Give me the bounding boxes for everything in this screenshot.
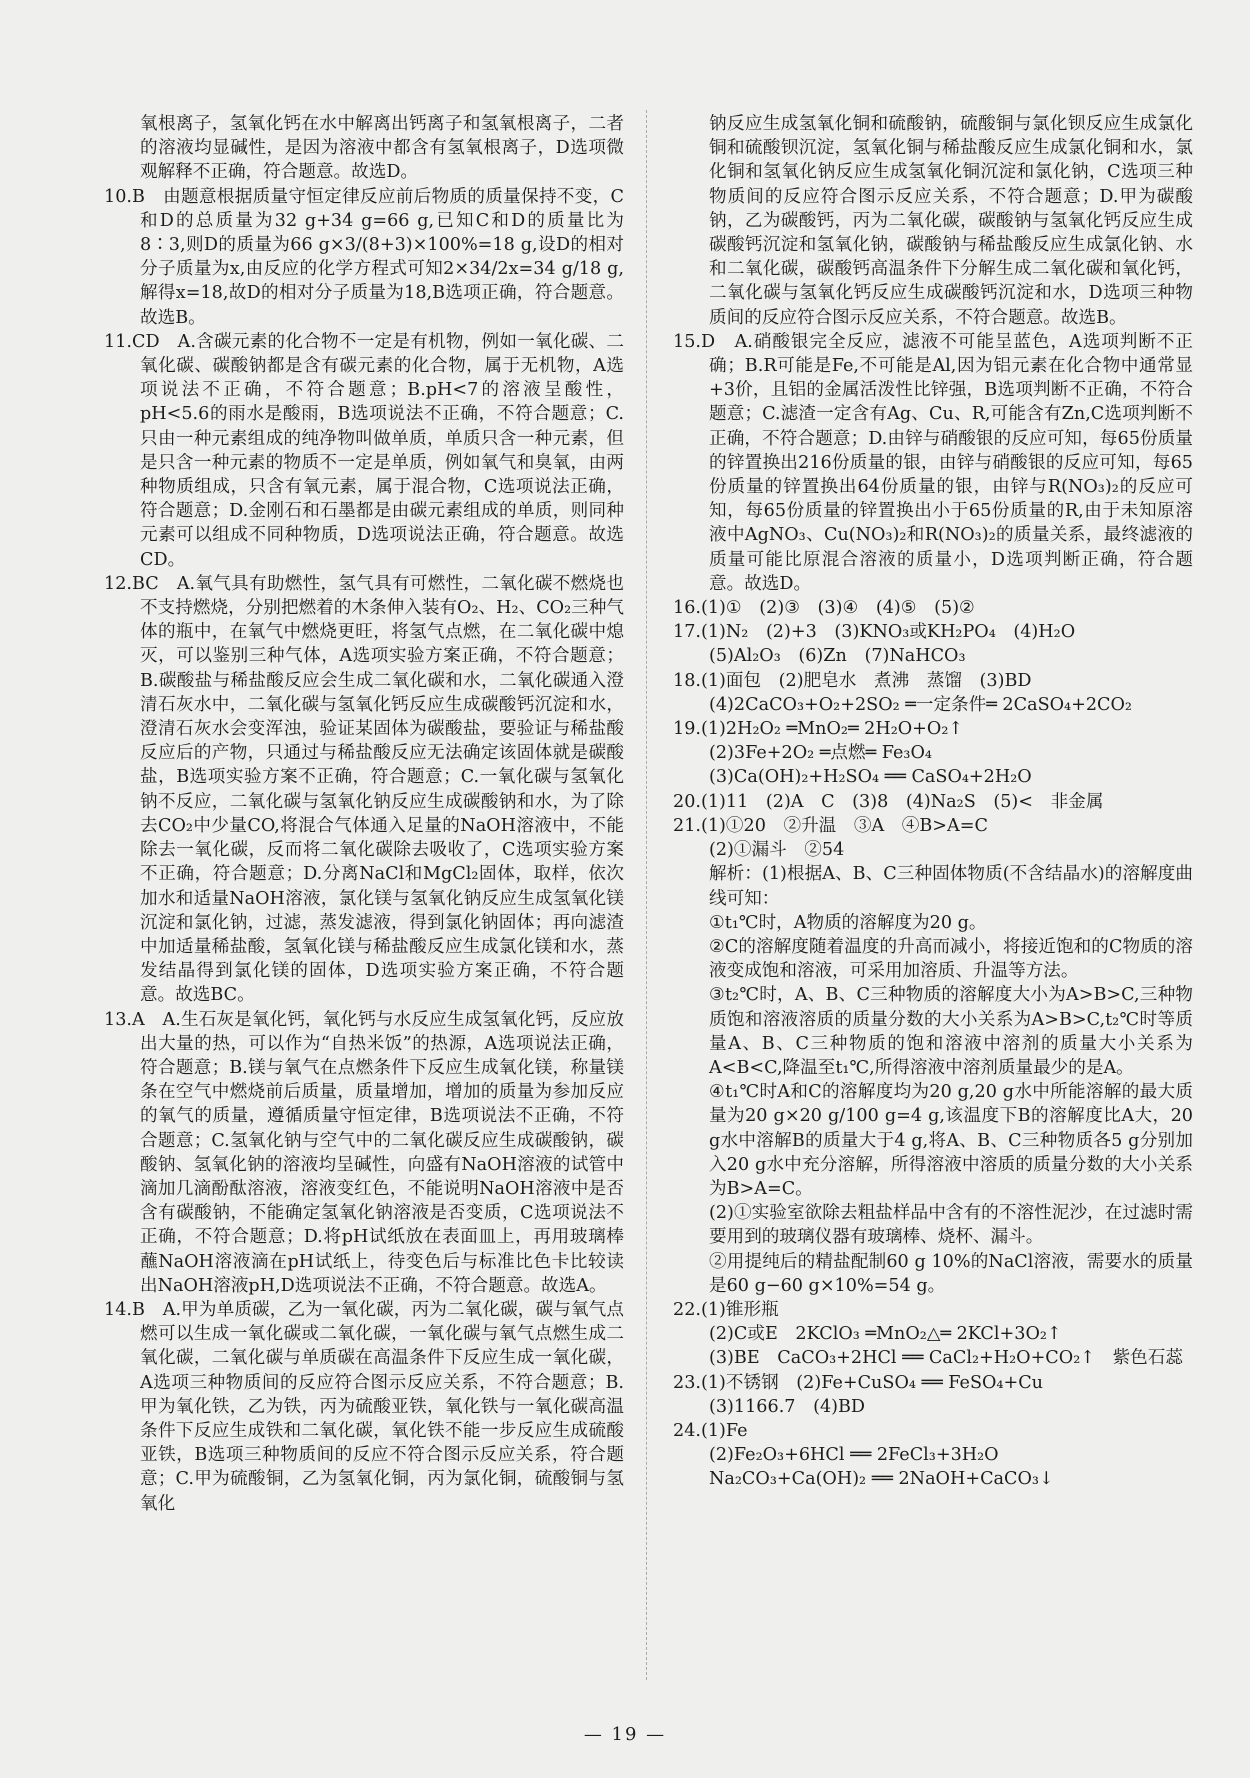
right-paragraph: (4)2CaCO₃+O₂+2SO₂ ═一定条件═ 2CaSO₄+2CO₂ [709, 694, 1132, 715]
right-paragraph: 18.(1)面包 (2)肥皂水 煮沸 蒸馏 (3)BD [673, 670, 1032, 691]
page-number: — 19 — [583, 1724, 667, 1745]
right-paragraph: 解析：(1)根据A、B、C三种固体物质(不含结晶水)的溶解度曲线可知： [709, 864, 1193, 909]
right-paragraph: ④t₁℃时A和C的溶解度均为20 g,20 g水中所能溶解的最大质量为20 g×20 g/100 g=4 g,该温度下B的溶解度比A大，20 g水中溶解B的质量大于4 g,将A、B、C三种物质各5 g分别加入20 g水中充分溶解，所得溶液中溶质的质量分数的大小关系为B>A=C。 [709, 1082, 1193, 1199]
right-paragraph: (2)①漏斗 ②54 [709, 840, 845, 861]
right-paragraph: 23.(1)不锈钢 (2)Fe+CuSO₄ ══ FeSO₄+Cu [673, 1372, 1044, 1393]
right-paragraph: 21.(1)①20 ②升温 ③A ④B>A=C [673, 815, 988, 836]
right-paragraph: (3)BE CaCO₃+2HCl ══ CaCl₂+H₂O+CO₂↑ 紫色石蕊 [709, 1348, 1183, 1369]
left-column [104, 112, 624, 1516]
right-paragraph: 22.(1)锥形瓶 [673, 1299, 779, 1320]
right-column [673, 112, 1193, 1492]
right-paragraph: ②C的溶解度随着温度的升高而减小，将接近饱和的C物质的溶液变成饱和溶液，可采用加溶质、升温等方法。 [709, 936, 1193, 982]
left-paragraph: 10.B 由题意根据质量守恒定律反应前后物质的质量保持不变，C和D的总质量为32 g+34 g=66 g,已知C和D的质量比为8∶3,则D的质量为66 g×3/(8+3)×100%=18 g,设D的相对分子质量为x,由反应的化学方程式可知2×34/2x=34 g/18 g,解得x=18,故D的相对分子质量为18,B选项正确，符合题意。故选B。 [104, 186, 624, 328]
right-paragraph: ①t₁℃时，A物质的溶解度为20 g。 [709, 912, 987, 933]
right-paragraph: ③t₂℃时，A、B、C三种物质的溶解度大小为A>B>C,三种物质饱和溶液溶质的质量分数的大小关系为A>B>C,t₂℃时等质量A、B、C三种物质的饱和溶液中溶剂的质量大小关系为A<B<C,降温至t₁℃,所得溶液中溶剂质量最少的是A。 [709, 985, 1193, 1078]
right-paragraph: (2)3Fe+2O₂ ═点燃═ Fe₃O₄ [709, 743, 932, 764]
right-paragraph: ②用提纯后的精盐配制60 g 10%的NaCl溶液，需要水的质量是60 g−60 g×10%=54 g。 [709, 1251, 1193, 1296]
right-paragraph: 17.(1)N₂ (2)+3 (3)KNO₃或KH₂PO₄ (4)H₂O [673, 622, 1076, 643]
right-paragraph: 24.(1)Fe [673, 1420, 748, 1441]
left-paragraph: 11.CD A.含碳元素的化合物不一定是有机物，例如一氧化碳、二氧化碳、碳酸钠都是含有碳元素的化合物，属于无机物，A选项说法不正确，不符合题意；B.pH<7的溶液呈酸性，pH<5.6的雨水是酸雨，B选项说法不正确，不符合题意；C.只由一种元素组成的纯净物叫做单质，单质只含一种元素，但是只含一种元素的物质不一定是单质，例如氧气和臭氧，由两种物质组成，只含有氧元素，属于混合物，C选项说法正确，符合题意；D.金刚石和石墨都是由碳元素组成的单质，则同种元素可以组成不同种物质，D选项说法正确，符合题意。故选CD。 [104, 331, 624, 570]
left-paragraph: 14.B A.甲为单质碳，乙为一氧化碳，丙为二氧化碳，碳与氧气点燃可以生成一氧化碳或二氧化碳，一氧化碳与氧气点燃生成二氧化碳，二氧化碳与单质碳在高温条件下反应生成一氧化碳，A选项三种物质间的反应符合图示反应关系，不符合题意；B.甲为氧化铁，乙为铁，丙为硫酸亚铁，氧化铁与一氧化碳高温条件下反应生成铁和二氧化碳，氧化铁不能一步反应生成硫酸亚铁，B选项三种物质间的反应不符合图示反应关系，符合题意；C.甲为硫酸铜，乙为氢氧化铜，丙为氯化铜，硫酸铜与氢氧化 [104, 1299, 624, 1514]
right-paragraph: 20.(1)11 (2)A C (3)8 (4)Na₂S (5)< 非金属 [673, 791, 1104, 812]
right-paragraph: 钠反应生成氢氧化铜和硫酸钠，硫酸铜与氯化钡反应生成氯化铜和硫酸钡沉淀，氢氧化铜与稀盐酸反应生成氯化铜和水，氯化铜和氢氧化钠反应生成氢氧化铜沉淀和氯化钠，C选项三种物质间的反应符合图示反应关系，不符合题意；D.甲为碳酸钠，乙为碳酸钙，丙为二氧化碳，碳酸钠与氢氧化钙反应生成碳酸钙沉淀和氢氧化钠，碳酸钠与稀盐酸反应生成氯化钠、水和二氧化碳，碳酸钙高温条件下分解生成二氧化碳和氧化钙，二氧化碳与氢氧化钙反应生成碳酸钙沉淀和水，D选项三种物质间的反应符合图示反应关系，不符合题意。故选B。 [709, 114, 1193, 328]
right-paragraph: 19.(1)2H₂O₂ ═MnO₂═ 2H₂O+O₂↑ [673, 719, 964, 740]
left-paragraph: 13.A A.生石灰是氧化钙，氧化钙与水反应生成氢氧化钙，反应放出大量的热，可以作为“自热米饭”的热源，A选项说法正确，符合题意；B.镁与氧气在点燃条件下反应生成氧化镁，称量镁条在空气中燃烧前后质量，质量增加，增加的质量为参加反应的氧气的质量，遵循质量守恒定律，B选项说法不正确，不符合题意；C.氢氧化钠与空气中的二氧化碳反应生成碳酸钠，碳酸钠、氢氧化钠的溶液均呈碱性，向盛有NaOH溶液的试管中滴加几滴酚酞溶液，溶液变红色，不能说明NaOH溶液中是否含有碳酸钠，不能确定氢氧化钠溶液是否变质，C选项说法不正确，不符合题意；D.将pH试纸放在表面皿上，再用玻璃棒蘸NaOH溶液滴在pH试纸上，待变色后与标准比色卡比较读出NaOH溶液pH,D选项说法不正确，不符合题意。故选A。 [104, 1009, 624, 1296]
right-paragraph: (2)C或E 2KClO₃ ═MnO₂△═ 2KCl+3O₂↑ [709, 1324, 1062, 1345]
right-paragraph: Na₂CO₃+Ca(OH)₂ ══ 2NaOH+CaCO₃↓ [709, 1469, 1054, 1490]
right-paragraph: (3)Ca(OH)₂+H₂SO₄ ══ CaSO₄+2H₂O [709, 767, 1032, 788]
right-paragraph: 16.(1)① (2)③ (3)④ (4)⑤ (5)② [673, 598, 975, 619]
right-paragraph: (2)Fe₂O₃+6HCl ══ 2FeCl₃+3H₂O [709, 1445, 999, 1466]
column-divider [646, 110, 647, 1680]
right-paragraph: (2)①实验室欲除去粗盐样品中含有的不溶性泥沙，在过滤时需要用到的玻璃仪器有玻璃棒、烧杯、漏斗。 [709, 1203, 1193, 1248]
left-paragraph: 12.BC A.氧气具有助燃性，氢气具有可燃性，二氧化碳不燃烧也不支持燃烧，分别把燃着的木条伸入装有O₂、H₂、CO₂三种气体的瓶中，在氧气中燃烧更旺，将氢气点燃，在二氧化碳中熄灭，可以鉴别三种气体，A选项实验方案正确，不符合题意；B.碳酸盐与稀盐酸反应会生成二氧化碳和水，二氧化碳通入澄清石灰水中，二氧化碳与氢氧化钙反应生成碳酸钙沉淀和水，澄清石灰水会变浑浊，验证某固体为碳酸盐，要验证与稀盐酸反应后的产物，只通过与稀盐酸反应无法确定该固体就是碳酸盐，B选项实验方案不正确，符合题意；C.一氧化碳与氢氧化钠不反应，二氧化碳与氢氧化钠反应生成碳酸钠和水，为了除去CO₂中少量CO,将混合气体通入足量的NaOH溶液中，不能除去一氧化碳，反而将二氧化碳除去吸收了，C选项实验方案不正确，符合题意；D.分离NaCl和MgCl₂固体，取样，依次加水和适量NaOH溶液，氯化镁与氢氧化钠反应生成氢氧化镁沉淀和氯化钠，过滤，蒸发滤液，得到氯化钠固体；再向滤渣中加适量稀盐酸，氢氧化镁与稀盐酸反应生成氯化镁和水，蒸发结晶得到氯化镁的固体，D选项实验方案正确，不符合题意。故选BC。 [104, 573, 624, 1006]
right-paragraph: (5)Al₂O₃ (6)Zn (7)NaHCO₃ [709, 646, 966, 667]
left-paragraph: 氧根离子，氢氧化钙在水中解离出钙离子和氢氧根离子，二者的溶液均显碱性，是因为溶液中都含有氢氧根离子，D选项微观解释不正确，符合题意。故选D。 [140, 114, 624, 183]
right-paragraph: (3)1166.7 (4)BD [709, 1396, 866, 1417]
right-paragraph: 15.D A.硝酸银完全反应，滤液不可能呈蓝色，A选项判断不正确；B.R可能是Fe,不可能是Al,因为铝元素在化合物中通常显+3价，且铝的金属活泼性比锌强，B选项判断不正确，不符合题意；C.滤渣一定含有Ag、Cu、R,可能含有Zn,C选项判断不正确，不符合题意；D.由锌与硝酸银的反应可知，每65份质量的锌置换出216份质量的银，由锌与硝酸银的反应可知，每65份质量的锌置换出64份质量的银，由锌与R(NO₃)₂的反应可知，每65份质量的锌置换出小于65份质量的R,由于未知原溶液中AgNO₃、Cu(NO₃)₂和R(NO₃)₂的质量关系，最终滤液的质量可能比原混合溶液的质量小，D选项判断正确，符合题意。故选D。 [673, 331, 1193, 594]
